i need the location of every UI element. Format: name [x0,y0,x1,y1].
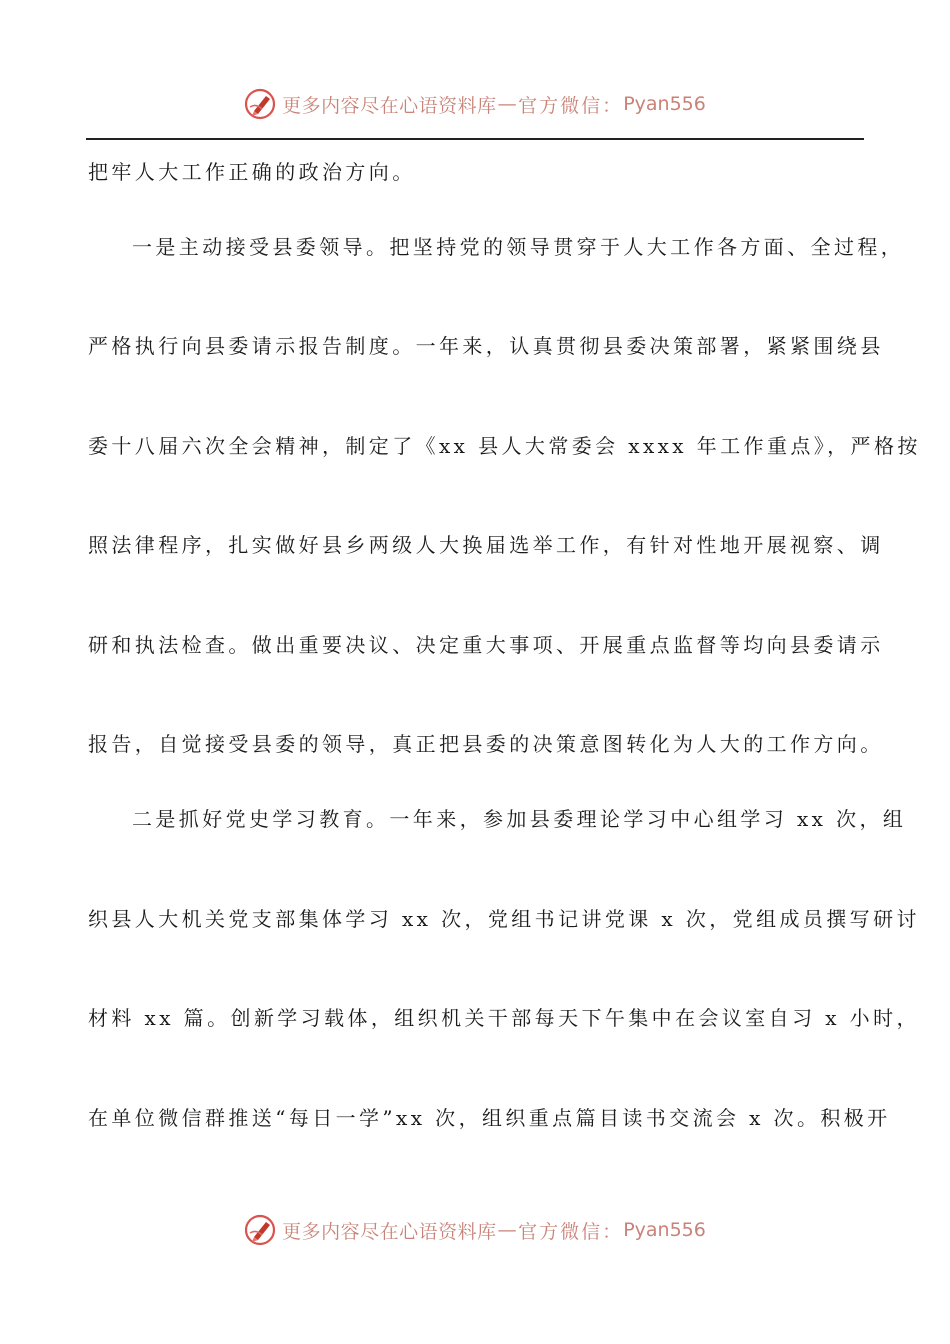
pen-logo-icon [244,1213,278,1247]
body-line: 报告，自觉接受县委的领导，真正把县委的决策意图转化为人大的工作方向。 [88,732,884,756]
body-line: 材料 xx 篇。创新学习载体，组织机关干部每天下午集中在会议室自习 x 小时， [88,1006,920,1030]
body-line: 照法律程序，扎实做好县乡两级人大换届选举工作，有针对性地开展视察、调 [88,533,884,557]
header-divider [86,138,864,140]
footer-wechat-id: Pyan556 [623,1219,706,1241]
body-line: 研和执法检查。做出重要决议、决定重大事项、开展重点监督等均向县委请示 [88,633,884,657]
footer-wechat-label: 官方微信： [518,1220,624,1243]
body-line: 严格执行向县委请示报告制度。一年来，认真贯彻县委决策部署，紧紧围绕县 [88,334,884,358]
header-wechat-id: Pyan556 [623,93,706,115]
body-line: 把牢人大工作正确的政治方向。 [88,160,416,184]
body-line: 织县人大机关党支部集体学习 xx 次，党组书记讲党课 x 次，党组成员撰写研讨 [88,907,920,931]
header-watermark [0,82,950,126]
body-line: 在单位微信群推送“每日一学”xx 次，组织重点篇目读书交流会 x 次。积极开 [88,1106,891,1130]
footer-dash: — [497,1219,518,1241]
header-dash: — [497,93,518,115]
footer-brand: 更多内容尽在心语资料库 [282,1220,497,1243]
pen-logo-icon [244,87,278,121]
body-line: 委十八届六次全会精神，制定了《xx 县人大常委会 xxxx 年工作重点》，严格按 [88,434,921,458]
footer-watermark [0,1208,950,1252]
body-line: 一是主动接受县委领导。把坚持党的领导贯穿于人大工作各方面、全过程， [132,235,905,259]
body-line: 二是抓好党史学习教育。一年来，参加县委理论学习中心组学习 xx 次，组 [132,807,907,831]
header-brand: 更多内容尽在心语资料库 [282,94,497,117]
header-wechat-label: 官方微信： [518,94,624,117]
